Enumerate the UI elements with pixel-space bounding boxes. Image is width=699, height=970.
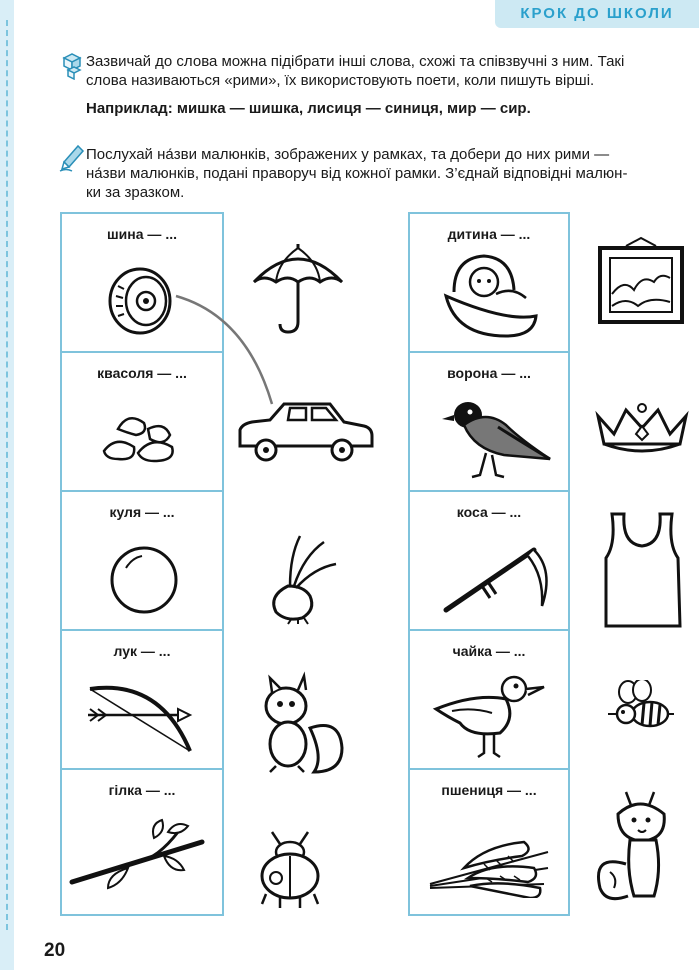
task-line-3: ки за зразком. (86, 184, 185, 201)
ball-icon (104, 540, 184, 620)
bow-and-arrow-icon (80, 675, 200, 760)
task-line-2: на́зви малюнків, подані праворуч від кожної рамки. З’єднай відповідні малюн- (86, 165, 628, 182)
blocks-icon (60, 52, 84, 80)
bee-icon[interactable] (606, 680, 676, 740)
frame-branch[interactable] (62, 770, 222, 912)
wheat-icon (424, 808, 554, 898)
tank-top-icon[interactable] (602, 510, 682, 630)
fox-icon[interactable] (596, 784, 686, 914)
squirrel-icon[interactable] (250, 668, 350, 778)
header-title: КРОК ДО ШКОЛИ (520, 5, 674, 22)
intro-line-2: слова називаються «рими», їх використовують поети, коли пишуть вірші. (86, 72, 595, 89)
crown-icon[interactable] (592, 400, 692, 460)
frame-label: шина — ... (107, 226, 177, 242)
right-frames-column (408, 212, 570, 916)
frame-baby[interactable] (410, 214, 568, 353)
frame-bow[interactable] (62, 631, 222, 770)
frame-label: коса — ... (456, 504, 522, 520)
frame-label: дитина — ... (447, 226, 531, 242)
page-number: 20 (44, 940, 66, 961)
intro-line-1: Зазвичай до слова можна підібрати інші слова, схожі та співзвучні з ним. Такі (86, 53, 625, 70)
painting-icon[interactable] (596, 236, 686, 326)
task-line-1: Послухай на́зви малюнків, зображених у рамках, та добери до них рими — (86, 146, 610, 163)
intro-example: Наприклад: мишка — шишка, лисиця — синиця, мир — сир. (86, 100, 531, 117)
frame-label: ворона — ... (447, 365, 531, 381)
onion-icon[interactable] (252, 526, 342, 626)
beans-icon (98, 399, 188, 479)
frame-wheat[interactable] (410, 770, 568, 912)
scythe-icon (438, 526, 558, 626)
frame-label: куля — ... (109, 504, 175, 520)
sample-connecting-line (168, 290, 288, 410)
frame-label: гілка — ... (108, 782, 176, 798)
seagull-icon (432, 673, 552, 763)
branch-icon (68, 812, 208, 902)
frame-seagull[interactable] (410, 631, 568, 770)
beetle-icon[interactable] (250, 830, 340, 910)
crow-icon (438, 393, 558, 483)
frame-ball[interactable] (62, 492, 222, 631)
pencil-icon (58, 142, 86, 172)
frame-label: лук — ... (113, 643, 171, 659)
page-header (495, 0, 699, 28)
frame-label: пшениця — ... (441, 782, 537, 798)
baby-in-cradle-icon (440, 252, 540, 342)
page-margin-stripe (0, 0, 14, 970)
frame-crow[interactable] (410, 353, 568, 492)
frame-label: чайка — ... (452, 643, 526, 659)
frame-label: квасоля — ... (97, 365, 187, 381)
frame-scythe[interactable] (410, 492, 568, 631)
